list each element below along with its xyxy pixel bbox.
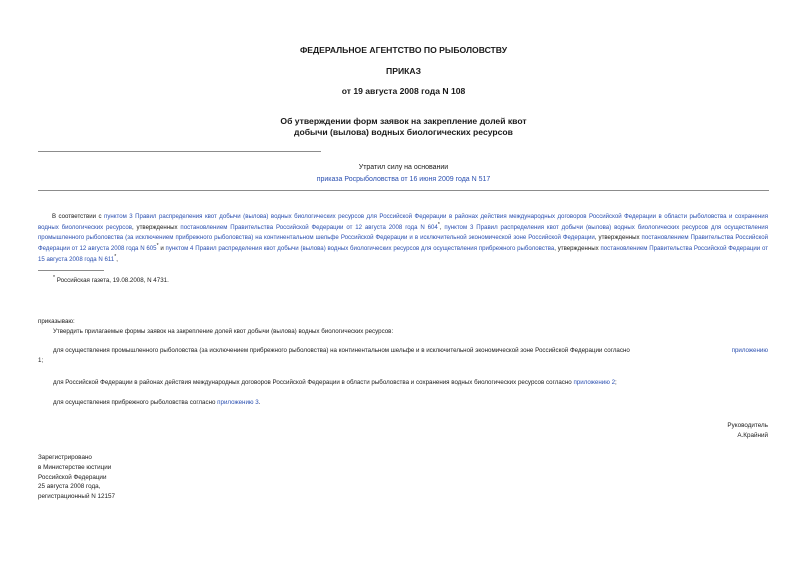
preamble-text: , утвержденных [594,233,642,241]
registration-line1: Зарегистрировано [38,454,92,461]
rules-611-link[interactable]: пунктом 4 Правил распределения квот добычи (вылова) водных биологических ресурсов для осуществления прибрежного рыболовства [165,244,555,252]
footnote-marker: * [156,242,159,249]
decree-605-link[interactable]: постановлением Правительства Российской Федерации от 12 августа 2008 года N 605 [38,233,769,252]
order-item-1-end: 1; [38,357,44,364]
registration-line5: регистрационный N 12157 [38,493,116,500]
status-line: Утратил силу на основании [358,164,449,171]
item-text: для осуществления прибрежного рыболовства согласно [53,399,218,406]
order-item-1 [53,346,630,355]
order-approve: Утвердить прилагаемые формы заявок на закрепление долей квот добычи (вылова) водных биологических ресурсов: [53,328,394,335]
registration-line2: в Министерстве юстиции [38,464,112,471]
order-item-3 [53,398,260,407]
footnote-marker: * [114,254,117,261]
preamble-text: и [158,244,166,252]
item-text: для осуществления промышленного рыболовства (за исключением прибрежного рыболовства) на континентальном шельфе и в исключительной экономической зоне Российской Федерации согласно [53,347,630,354]
doc-title-line1: Об утверждении форм заявок на закрепление долей квот [280,116,527,126]
rules-605-link[interactable]: пунктом 3 Правил распределения квот добычи (вылова) водных биологических ресурсов для осуществления промышленного рыболовства (за исключением прибрежного рыболовства) на континентальном шельфе Российской Федерации и в исключительной экономической зоне Российской Федерации [38,224,768,241]
status-link-wrap [0,175,807,184]
doc-type: ПРИКАЗ [386,66,421,76]
rules-604-link[interactable]: пунктом 3 Правил распределения квот добычи (вылова) водных биологических ресурсов для Российской Федерации в районах действия международных договоров Российской Федерации в области рыболовства и сохранения водных биологических ресурсов [38,213,768,232]
decree-604-link[interactable]: постановлением Правительства Российской Федерации от 12 августа 2008 года N 604 [180,224,438,232]
appendix-3-link[interactable]: приложению 3 [217,399,259,406]
divider-bottom [38,190,769,191]
preamble-paragraph [38,212,768,265]
item-end: ; [615,379,617,386]
footnote-text: Российская газета, 19.08.2008, N 4731. [55,277,169,285]
divider-top [38,151,321,152]
repeal-order-link[interactable]: приказа Росрыболовства от 16 июня 2009 года N 517 [316,176,491,183]
preamble-text: , [116,256,118,264]
appendix-2-link[interactable]: приложению 2 [573,379,616,386]
decree-611-link[interactable]: постановлением Правительства Российской Федерации от 15 августа 2008 года N 611 [38,244,769,264]
appendix-1-link[interactable]: приложению [731,347,768,354]
signature-name: А.Крайний [737,432,768,439]
footnote-divider [38,270,104,271]
item-text: для Российской Федерации в районах действия международных договоров Российской Федерации в области рыболовства и сохранения водных биологических ресурсов согласно [53,379,574,386]
footnote-marker: * [437,222,440,229]
doc-date-number: от 19 августа 2008 года N 108 [341,86,466,96]
registration-line4: 25 августа 2008 года, [38,483,101,490]
agency-name: ФЕДЕРАЛЬНОЕ АГЕНТСТВО ПО РЫБОЛОВСТВУ [299,45,508,55]
order-item-2 [53,378,617,387]
registration-line3: Российской Федерации [38,474,107,481]
preamble-text: , утвержденных [554,244,601,252]
signature-role: Руководитель [727,422,768,429]
item-end: . [258,399,261,406]
order-verb: приказываю: [38,318,75,325]
preamble-text: , [439,224,445,232]
footnote-mark: * [53,275,56,281]
order-item-1-link-wrap [732,346,768,355]
doc-title-line2: добычи (вылова) водных биологических ресурсов [294,127,513,137]
preamble-text: , утвержденных [131,224,181,232]
preamble-text: В соответствии с [52,213,105,220]
footnote [53,274,169,285]
